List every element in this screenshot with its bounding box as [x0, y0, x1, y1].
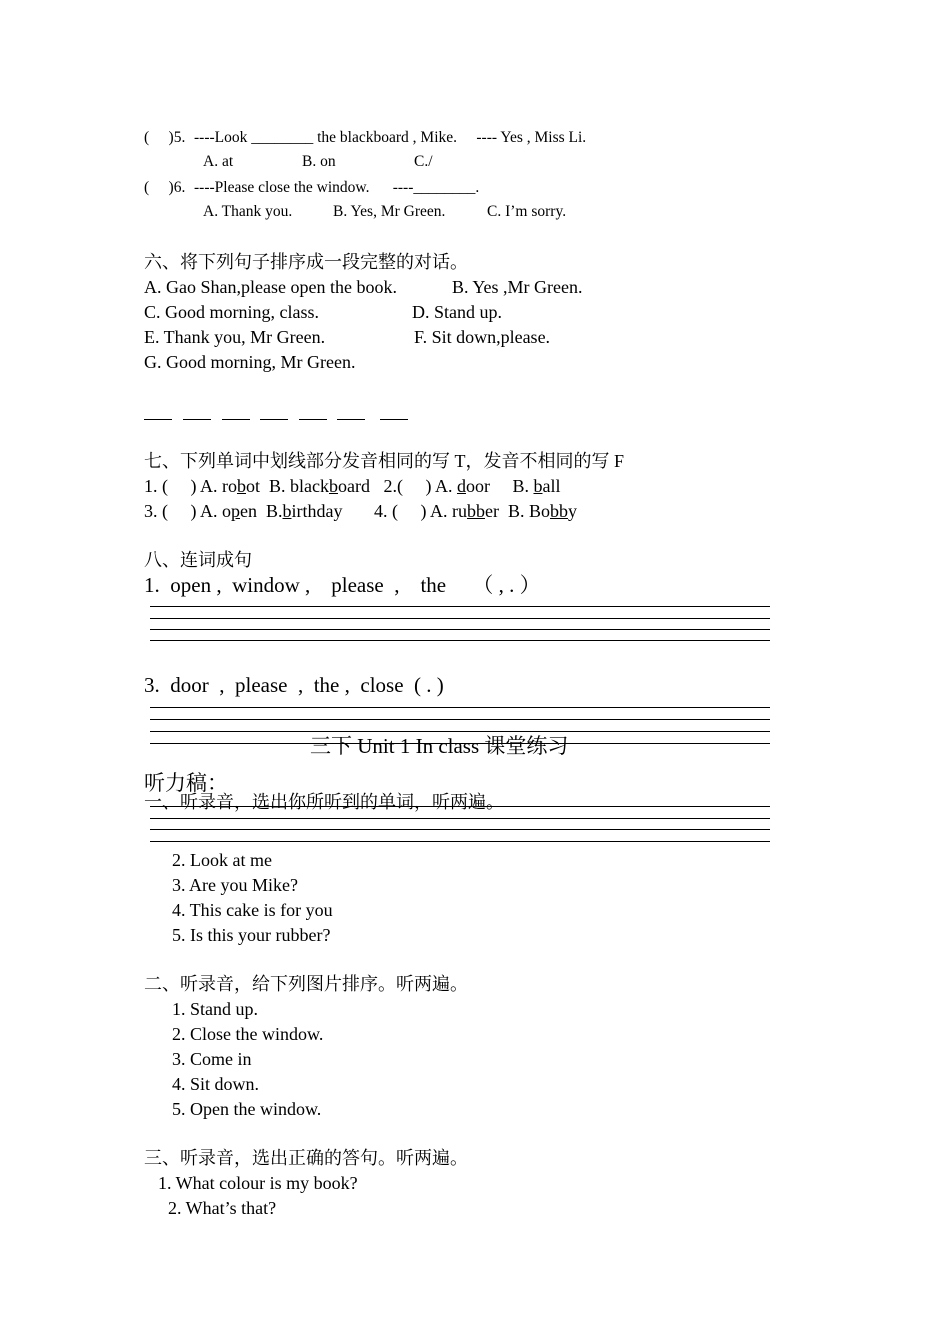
section7-row-1: 1. ( ) A. robot B. blackboard 2.( ) A. door B. ball [144, 476, 561, 496]
part1-heading-clip [144, 792, 564, 812]
part2-item: 3. Come in [172, 1049, 252, 1069]
answer-blank[interactable] [144, 419, 172, 420]
section7-row-2: 3. ( ) A. open B.birthday 4. ( ) A. rubber B. Bobby [144, 501, 577, 521]
section6-sentence-c: C. Good morning, class. [144, 302, 319, 322]
q5-number: ( )5. [144, 129, 186, 146]
part1-item: 4. This cake is for you [172, 900, 333, 920]
answer-blank[interactable] [260, 419, 288, 420]
writing-line[interactable] [150, 640, 770, 641]
part3-item: 1. What colour is my book? [158, 1173, 358, 1193]
writing-line[interactable] [150, 806, 770, 807]
writing-line[interactable] [150, 818, 770, 819]
writing-line[interactable] [150, 606, 770, 607]
section6-sentence-e: E. Thank you, Mr Green. [144, 327, 326, 347]
listening-title: 三下 Unit 1 In class 课堂练习 [310, 734, 569, 758]
section6-sentence-f: F. Sit down,please. [414, 327, 551, 347]
part1-item: 3. Are you Mike? [172, 875, 298, 895]
q6-option-c: C. I’m sorry. [487, 203, 567, 220]
part2-item: 4. Sit down. [172, 1074, 260, 1094]
section6-sentence-d: D. Stand up. [412, 302, 502, 322]
section6-sentence-b: B. Yes ,Mr Green. [452, 277, 583, 297]
part2-heading: 二、听录音，给下列图片排序。听两遍。 [144, 974, 468, 994]
answer-blank[interactable] [222, 419, 250, 420]
part1-item: 2. Look at me [172, 850, 272, 870]
part2-item: 5. Open the window. [172, 1099, 322, 1119]
section6-sentence-a: A. Gao Shan,please open the book. [144, 277, 397, 297]
writing-line[interactable] [150, 618, 770, 619]
section8-sentence-1: 1. open , window , please , the （ , . ） [144, 573, 541, 597]
q5-question: ----Look ________ the blackboard , Mike. ---- Yes , Miss Li. [194, 129, 587, 146]
part3-heading: 三、听录音，选出正确的答句。听两遍。 [144, 1148, 468, 1168]
q5-option-b: B. on [302, 153, 336, 170]
answer-blank[interactable] [380, 419, 408, 420]
writing-line[interactable] [150, 841, 770, 842]
q6-number: ( )6. [144, 179, 186, 196]
writing-line[interactable] [150, 707, 770, 708]
section8-heading: 八、连词成句 [144, 550, 252, 570]
q5-option-c: C./ [414, 153, 433, 170]
part2-item: 1. Stand up. [172, 999, 259, 1019]
listening-title-clip [300, 734, 640, 761]
q6-question: ----Please close the window. ----________. [194, 179, 480, 196]
writing-line[interactable] [150, 719, 770, 720]
writing-line[interactable] [150, 629, 770, 630]
writing-line[interactable] [150, 829, 770, 830]
part3-item: 2. What’s that? [168, 1198, 277, 1218]
answer-blank[interactable] [299, 419, 327, 420]
answer-blank[interactable] [337, 419, 365, 420]
section8-sentence-3: 3. door , please , the , close ( . ) [144, 673, 444, 697]
answer-blank[interactable] [183, 419, 211, 420]
section6-heading: 六、将下列句子排序成一段完整的对话。 [144, 252, 468, 272]
part1-heading: 一、听录音，选出你所听到的单词，听两遍。 [144, 792, 504, 812]
q6-option-a: A. Thank you. [203, 203, 293, 220]
section7-heading: 七、下列单词中划线部分发音相同的写 T，发音不相同的写 F [144, 451, 625, 471]
listening-heading: 听力稿： [144, 771, 228, 795]
q6-option-b: B. Yes, Mr Green. [333, 203, 446, 220]
section6-sentence-g: G. Good morning, Mr Green. [144, 352, 356, 372]
part2-item: 2. Close the window. [172, 1024, 324, 1044]
q5-option-a: A. at [203, 153, 234, 170]
part1-item: 5. Is this your rubber? [172, 925, 331, 945]
writing-line[interactable] [150, 731, 770, 732]
